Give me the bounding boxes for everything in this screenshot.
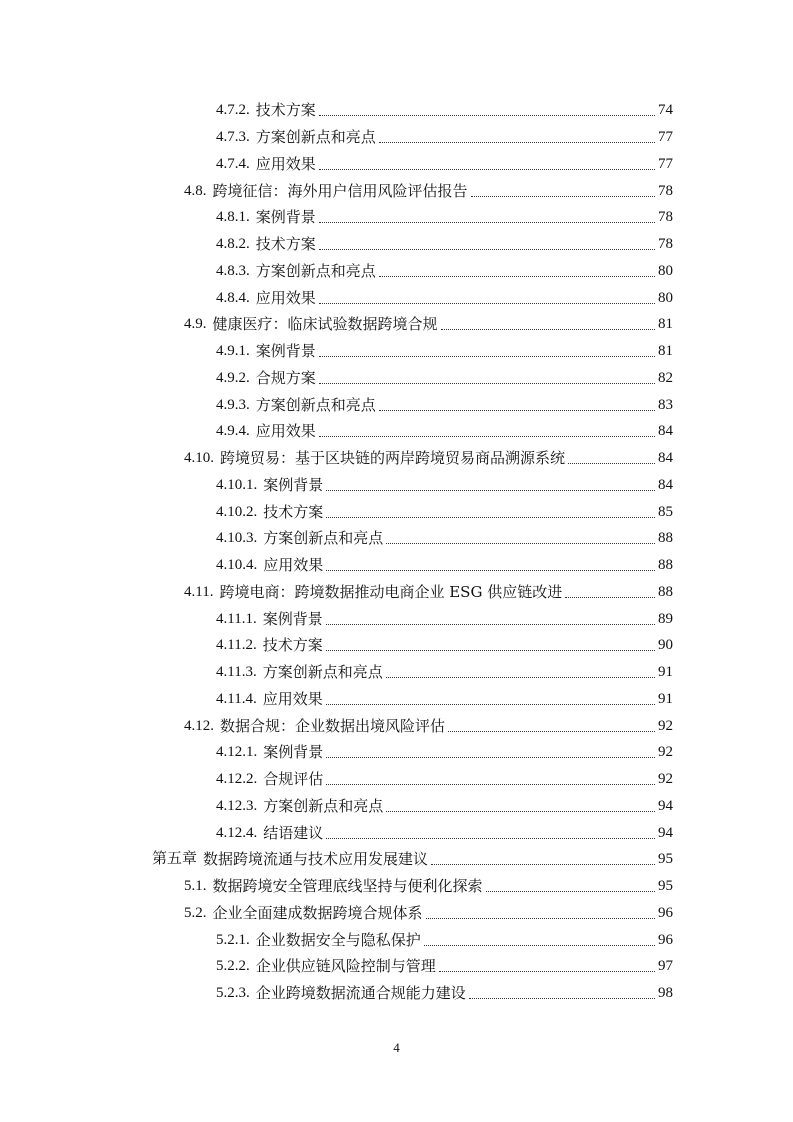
toc-entry[interactable] — [0, 579, 793, 606]
toc-entry-page: 77 — [658, 129, 673, 146]
toc-entry-number: 4.9. — [184, 316, 207, 333]
toc-entry[interactable] — [0, 926, 793, 953]
dot-leader — [379, 275, 655, 277]
toc-entry-number: 4.8.1. — [216, 209, 250, 226]
toc-entry-title: 企业数据安全与隐私保护 — [255, 930, 421, 949]
toc-entry-page: 96 — [658, 904, 673, 921]
toc-entry-page: 82 — [658, 369, 673, 386]
toc-entry-page: 98 — [658, 985, 673, 1002]
toc-entry-number: 4.10. — [184, 450, 214, 467]
toc-entry-title: 合规评估 — [263, 770, 324, 789]
toc-entry-number: 5.1. — [184, 878, 207, 895]
dot-leader — [424, 944, 655, 946]
toc-entry[interactable] — [0, 97, 793, 124]
page-number: 4 — [393, 1040, 400, 1055]
toc-entry-number: 4.12.3. — [216, 797, 258, 814]
dot-leader — [426, 917, 655, 919]
toc-entry-title: 案例背景 — [255, 342, 316, 361]
dot-leader — [386, 542, 655, 544]
toc-entry[interactable] — [0, 632, 793, 659]
toc-entry[interactable] — [0, 659, 793, 686]
toc-entry-page: 88 — [658, 557, 673, 574]
toc-entry-page: 97 — [658, 958, 673, 975]
toc-entry-page: 92 — [658, 771, 673, 788]
dot-leader — [326, 756, 655, 758]
toc-entry-title: 跨境电商：跨境数据推动电商企业 ESG 供应链改进 — [219, 582, 563, 601]
toc-entry-number: 4.11.3. — [216, 664, 257, 681]
toc-entry-title: 案例背景 — [262, 609, 323, 628]
toc-entry[interactable] — [0, 793, 793, 820]
toc-entry-number: 4.10.2. — [216, 503, 258, 520]
toc-entry-number: 4.8.4. — [216, 289, 250, 306]
toc-entry-title: 方案创新点和亮点 — [263, 796, 384, 815]
toc-entry-title: 应用效果 — [255, 154, 316, 173]
toc-entry-title: 数据跨境安全管理底线坚持与便利化探索 — [212, 877, 483, 896]
toc-entry-page: 78 — [658, 182, 673, 199]
toc-entry[interactable] — [0, 686, 793, 713]
toc-entry-number: 4.8.3. — [216, 262, 250, 279]
toc-entry-title: 技术方案 — [255, 101, 316, 120]
toc-entry[interactable] — [0, 391, 793, 418]
toc-entry-page: 91 — [658, 690, 673, 707]
dot-leader — [471, 195, 655, 197]
toc-entry[interactable] — [0, 525, 793, 552]
dot-leader — [431, 863, 655, 865]
toc-entry-page: 89 — [658, 610, 673, 627]
toc-entry-title: 方案创新点和亮点 — [255, 128, 376, 147]
toc-entry[interactable] — [0, 766, 793, 793]
toc-entry[interactable] — [0, 338, 793, 365]
toc-entry-title: 案例背景 — [263, 475, 324, 494]
toc-entry-page: 88 — [658, 583, 673, 600]
toc-entry-title: 案例背景 — [255, 208, 316, 227]
toc-entry-page: 80 — [658, 289, 673, 306]
toc-entry-number: 4.8.2. — [216, 236, 250, 253]
toc-entry-title: 数据合规：企业数据出境风险评估 — [220, 716, 446, 735]
toc-entry-page: 92 — [658, 717, 673, 734]
dot-leader — [565, 596, 655, 598]
toc-entry-title: 方案创新点和亮点 — [255, 261, 376, 280]
toc-entry-number: 4.12.1. — [216, 744, 258, 761]
dot-leader — [441, 328, 655, 330]
toc-entry-page: 94 — [658, 824, 673, 841]
toc-entry[interactable] — [0, 231, 793, 258]
toc-entry-title: 跨境征信：海外用户信用风险评估报告 — [212, 181, 468, 200]
dot-leader — [326, 516, 655, 518]
toc-entry[interactable] — [0, 605, 793, 632]
toc-entry[interactable] — [0, 953, 793, 980]
toc-entry[interactable] — [0, 846, 793, 873]
toc-entry-number: 4.11.1. — [216, 610, 257, 627]
toc-entry-title: 方案创新点和亮点 — [255, 395, 376, 414]
dot-leader — [319, 435, 655, 437]
toc-entry-title: 技术方案 — [263, 502, 324, 521]
table-of-contents — [0, 97, 793, 1007]
toc-entry-page: 84 — [658, 423, 673, 440]
toc-entry-number: 4.9.2. — [216, 369, 250, 386]
toc-entry-number: 5.2.2. — [216, 958, 250, 975]
toc-entry[interactable] — [0, 311, 793, 338]
toc-entry-title: 技术方案 — [255, 235, 316, 254]
toc-entry-page: 74 — [658, 102, 673, 119]
toc-entry-page: 85 — [658, 503, 673, 520]
toc-entry-page: 94 — [658, 797, 673, 814]
toc-entry-title: 跨境贸易：基于区块链的两岸跨境贸易商品溯源系统 — [220, 449, 566, 468]
toc-entry-title: 应用效果 — [255, 422, 316, 441]
dot-leader — [386, 676, 655, 678]
toc-entry-number: 4.10.1. — [216, 476, 258, 493]
toc-entry[interactable] — [0, 712, 793, 739]
toc-entry-number: 4.9.3. — [216, 396, 250, 413]
toc-entry[interactable] — [0, 177, 793, 204]
toc-entry-number: 4.7.2. — [216, 102, 250, 119]
toc-entry-page: 95 — [658, 851, 673, 868]
toc-entry-number: 4.11.2. — [216, 637, 257, 654]
toc-entry-page: 80 — [658, 262, 673, 279]
toc-entry-number: 4.11.4. — [216, 690, 257, 707]
toc-entry-number: 4.7.3. — [216, 129, 250, 146]
toc-entry[interactable] — [0, 124, 793, 151]
toc-entry[interactable] — [0, 552, 793, 579]
toc-entry-title: 合规方案 — [255, 368, 316, 387]
toc-entry-number: 4.10.3. — [216, 530, 258, 547]
toc-entry-title: 企业供应链风险控制与管理 — [255, 957, 436, 976]
toc-entry-title: 结语建议 — [263, 823, 324, 842]
toc-entry[interactable] — [0, 204, 793, 231]
toc-entry-page: 92 — [658, 744, 673, 761]
toc-entry-number: 4.8. — [184, 182, 207, 199]
dot-leader — [319, 248, 655, 250]
dot-leader — [326, 649, 655, 651]
toc-entry-page: 88 — [658, 530, 673, 547]
dot-leader — [319, 355, 655, 357]
toc-entry-page: 83 — [658, 396, 673, 413]
dot-leader — [326, 489, 655, 491]
toc-entry-title: 应用效果 — [263, 556, 324, 575]
toc-entry[interactable] — [0, 365, 793, 392]
toc-entry-title: 案例背景 — [263, 743, 324, 762]
toc-entry-page: 81 — [658, 343, 673, 360]
toc-entry-page: 90 — [658, 637, 673, 654]
toc-entry-number: 4.10.4. — [216, 557, 258, 574]
dot-leader — [326, 623, 655, 625]
dot-leader — [326, 783, 655, 785]
toc-entry[interactable] — [0, 873, 793, 900]
dot-leader — [379, 409, 655, 411]
toc-entry-page: 77 — [658, 155, 673, 172]
toc-entry-number: 第五章 — [152, 851, 198, 868]
dot-leader — [439, 970, 655, 972]
toc-entry-title: 方案创新点和亮点 — [262, 663, 383, 682]
dot-leader — [568, 462, 655, 464]
toc-entry-title: 应用效果 — [255, 288, 316, 307]
dot-leader — [319, 302, 655, 304]
toc-entry-number: 4.12.2. — [216, 771, 258, 788]
dot-leader — [469, 997, 655, 999]
toc-entry-page: 84 — [658, 450, 673, 467]
toc-entry-number: 4.9.4. — [216, 423, 250, 440]
toc-entry-title: 技术方案 — [262, 636, 323, 655]
toc-entry[interactable] — [0, 980, 793, 1007]
dot-leader — [379, 141, 655, 143]
toc-entry-number: 5.2.3. — [216, 985, 250, 1002]
toc-entry-title: 健康医疗：临床试验数据跨境合规 — [212, 315, 438, 334]
toc-entry[interactable] — [0, 472, 793, 499]
dot-leader — [386, 810, 655, 812]
toc-entry-page: 78 — [658, 209, 673, 226]
toc-entry-number: 4.12.4. — [216, 824, 258, 841]
toc-entry-title: 应用效果 — [262, 689, 323, 708]
toc-entry-number: 5.2. — [184, 904, 207, 921]
toc-entry-number: 4.12. — [184, 717, 214, 734]
toc-entry-title: 方案创新点和亮点 — [263, 529, 384, 548]
toc-entry-title: 企业全面建成数据跨境合规体系 — [212, 903, 423, 922]
dot-leader — [326, 837, 655, 839]
toc-entry[interactable] — [0, 151, 793, 178]
toc-entry[interactable] — [0, 498, 793, 525]
dot-leader — [326, 569, 655, 571]
toc-entry[interactable] — [0, 284, 793, 311]
toc-entry-page: 81 — [658, 316, 673, 333]
toc-entry-number: 4.7.4. — [216, 155, 250, 172]
toc-entry[interactable] — [0, 900, 793, 927]
toc-entry[interactable] — [0, 445, 793, 472]
toc-entry-page: 78 — [658, 236, 673, 253]
toc-entry-number: 4.9.1. — [216, 343, 250, 360]
toc-entry[interactable] — [0, 819, 793, 846]
toc-entry[interactable] — [0, 418, 793, 445]
toc-entry-title: 企业跨境数据流通合规能力建设 — [255, 984, 466, 1003]
toc-entry-title: 数据跨境流通与技术应用发展建议 — [203, 850, 429, 869]
dot-leader — [486, 890, 655, 892]
toc-entry-page: 95 — [658, 878, 673, 895]
toc-entry[interactable] — [0, 739, 793, 766]
toc-entry-number: 4.11. — [184, 583, 214, 600]
dot-leader — [319, 221, 655, 223]
toc-entry-page: 91 — [658, 664, 673, 681]
dot-leader — [319, 114, 655, 116]
toc-entry-number: 5.2.1. — [216, 931, 250, 948]
dot-leader — [326, 703, 655, 705]
toc-entry-page: 96 — [658, 931, 673, 948]
toc-entry-page: 84 — [658, 476, 673, 493]
toc-entry[interactable] — [0, 258, 793, 285]
dot-leader — [319, 382, 655, 384]
dot-leader — [319, 168, 655, 170]
dot-leader — [448, 730, 655, 732]
